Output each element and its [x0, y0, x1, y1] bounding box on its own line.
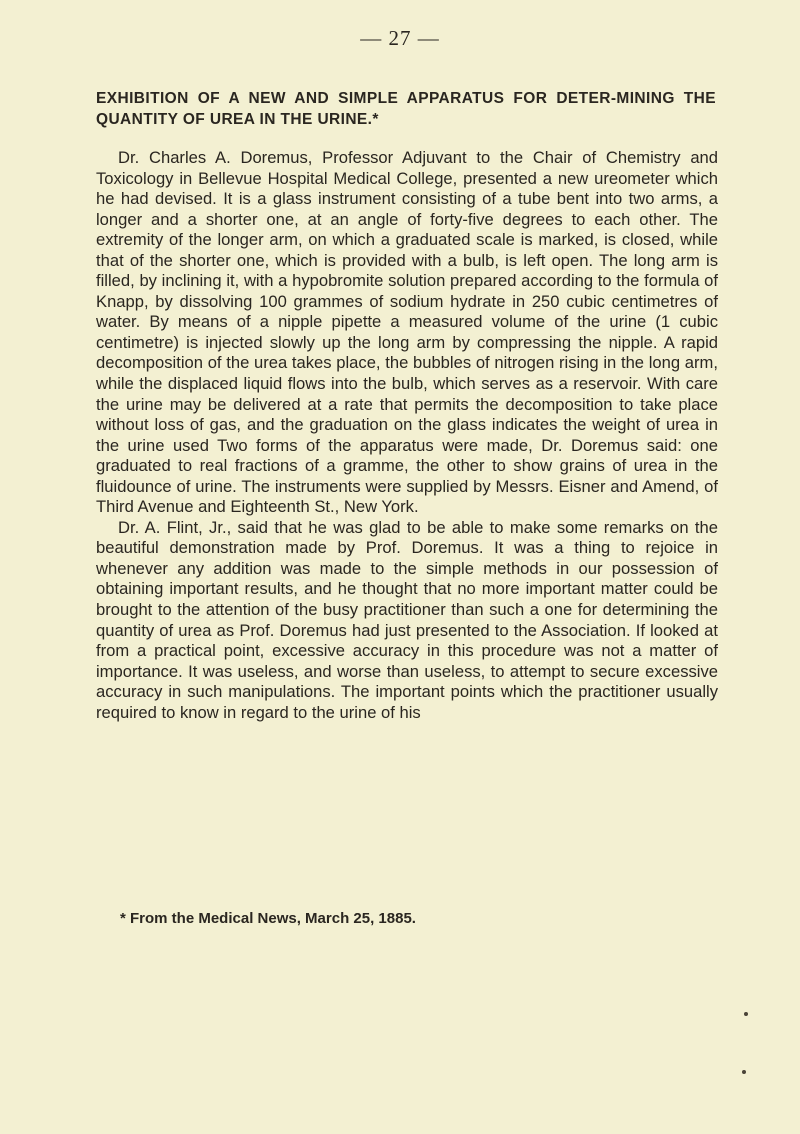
footnote: * From the Medical News, March 25, 1885. — [120, 910, 416, 927]
paper-speck — [742, 1070, 746, 1074]
paragraph-flint: Dr. A. Flint, Jr., said that he was glad to be able to make some remarks on the beautiful demonstration made by Prof. Doremus. It was a thing to rejoice in whenever any addition was made to the simple methods in our possession of obtaining important results, and he thought that no more important matter could be brought to the attention of the busy practitioner than such a one for determining the quantity of urea as Prof. Doremus had just presented to the Association. If looked at from a practical point, excessive accuracy in this procedure was not a matter of importance. It was useless, and worse than useless, to attempt to secure excessive accuracy in such manipulations. The important points which the practitioner usually required to know in regard to the urine of his — [96, 517, 718, 722]
page-number: — 27 — — [360, 26, 440, 50]
article-body — [96, 148, 718, 723]
paragraph-doremus: Dr. Charles A. Doremus, Professor Adjuvant to the Chair of Chemistry and Toxicology in Bellevue Hospital Medical College, presented a new ureometer which he had devised. It is a glass instrument consisting of a tube bent into two arms, a longer and a shorter one, at an angle of forty-five degrees to each other. The extremity of the longer arm, on which a graduated scale is marked, is closed, while that of the shorter one, which is provided with a bulb, is left open. The long arm is filled, by inclining it, with a hypobromite solution prepared according to the formula of Knapp, by dissolving 100 grammes of sodium hydrate in 250 cubic centimetres of water. By means of a nipple pipette a measured volume of the urine (1 cubic centimetre) is injected slowly up the long arm by compressing the nipple. A rapid decomposition of the urea takes place, the bubbles of nitrogen rising in the long arm, while the displaced liquid flows into the bulb, which serves as a reservoir. With care the urine may be delivered at a rate that permits the decomposition to take place without loss of gas, and the graduation on the glass indicates the weight of urea in the urine used Two forms of the apparatus were made, Dr. Doremus said: one graduated to real fractions of a gramme, the other to show grains of urea in the fluidounce of urine. The instruments were supplied by Messrs. Eisner and Amend, of Third Avenue and Eighteenth St., New York. — [96, 148, 718, 517]
article-title: EXHIBITION OF A NEW AND SIMPLE APPARATUS FOR DETER-MINING THE QUANTITY OF UREA IN THE URINE.* — [96, 90, 716, 128]
paper-speck — [744, 1012, 748, 1016]
